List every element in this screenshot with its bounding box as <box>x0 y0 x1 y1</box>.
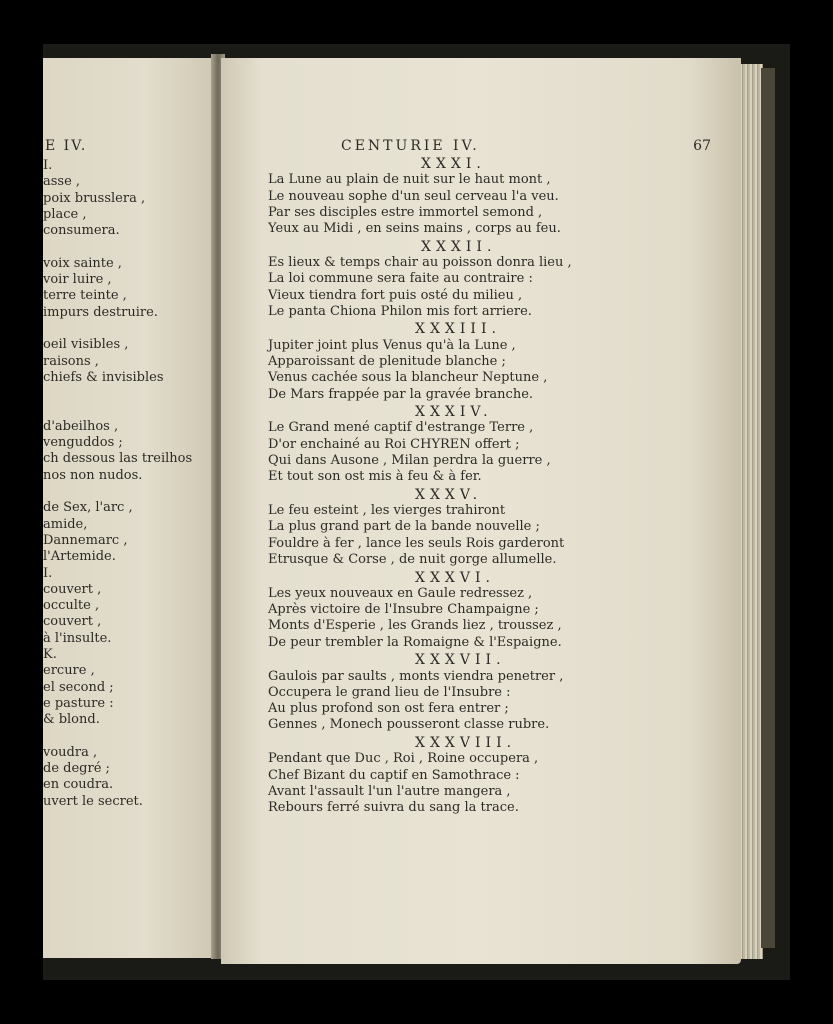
left-page-line: couvert , <box>43 581 102 597</box>
verse-line: Rebours ferré suivra du sang la trace. <box>268 800 519 816</box>
left-page-line: poix brusslera , <box>43 190 146 206</box>
left-page-line: I. <box>43 565 53 581</box>
verse-line: Pendant que Duc , Roi , Roine occupera , <box>268 751 539 767</box>
left-page-line: & blond. <box>43 712 100 728</box>
verse-line: Venus cachée sous la blancheur Neptune , <box>268 370 548 386</box>
verse-line: Au plus profond son ost fera entrer ; <box>268 701 509 717</box>
verse-line: Gennes , Monech pousseront classe rubre. <box>268 717 550 733</box>
verse-line: Vieux tiendra fort puis osté du milieu , <box>268 287 523 303</box>
verse-line: Les yeux nouveaux en Gaule redressez , <box>268 585 533 601</box>
verse-line: Et tout son ost mis à feu & à fer. <box>268 469 482 485</box>
verse-line: De Mars frappée par la gravée branche. <box>268 386 534 402</box>
left-page-line: impurs destruire. <box>43 304 158 320</box>
left-page-line: venguddos ; <box>43 435 123 451</box>
quatrain-numeral: XXXVII. <box>415 652 506 669</box>
verse-line: Après victoire de l'Insubre Champaigne ; <box>268 602 539 618</box>
left-page-line: terre teinte , <box>43 288 127 304</box>
verse-line: Par ses disciples estre immortel semond , <box>268 204 543 220</box>
left-page-line: oeil visibles , <box>43 337 129 353</box>
verse-line: La Lune au plain de nuit sur le haut mont , <box>268 172 551 188</box>
quatrain-numeral: XXXVIII. <box>415 734 517 751</box>
quatrain-numeral: XXXVI. <box>415 569 495 586</box>
verse-line: Es lieux & temps chair au poisson donra lieu , <box>268 255 572 270</box>
left-page-line: couvert , <box>43 614 102 630</box>
left-page-line: el second ; <box>43 679 114 695</box>
left-page-line: K. <box>43 647 57 662</box>
quatrain-numeral: XXXIII. <box>415 321 501 338</box>
verse-line: Monts d'Esperie , les Grands liez , troussez , <box>268 618 562 634</box>
verse-line: Le nouveau sophe d'un seul cerveau l'a veu. <box>268 188 559 204</box>
left-page-line: ercure , <box>43 663 95 679</box>
left-page-line: place , <box>43 206 87 222</box>
verse-line: La plus grand part de la bande nouvelle ; <box>268 519 540 535</box>
left-page-line: uvert le secret. <box>43 793 143 809</box>
verse-line: Le panta Chiona Philon mis fort arriere. <box>268 303 532 319</box>
verse-line: Le Grand mené captif d'estrange Terre , <box>268 420 534 436</box>
book-cover-edge <box>761 68 775 948</box>
verse-line: Apparoissant de plenitude blanche ; <box>268 354 506 369</box>
left-page-line: asse , <box>43 174 81 190</box>
left-page-line: voix sainte , <box>43 255 122 271</box>
quatrain-numeral: XXXV. <box>415 486 483 503</box>
left-page <box>43 58 215 958</box>
quatrain-numeral: XXXII. <box>421 238 497 255</box>
verse-line: Etrusque & Corse , de nuit gorge allumelle. <box>268 552 557 567</box>
left-page-line: chiefs & invisibles <box>43 369 164 385</box>
left-page-line: I. <box>43 158 53 173</box>
left-page-line: d'abeilhos , <box>43 418 119 434</box>
left-page-line: de degré ; <box>43 761 110 777</box>
left-page-line: Dannemarc , <box>43 532 128 548</box>
verse-line: D'or enchainé au Roi CHYREN offert ; <box>268 436 520 452</box>
verse-line: Gaulois par saults , monts viendra penetrer , <box>268 668 564 684</box>
verse-line: Chef Bizant du captif en Samothrace : <box>268 767 520 783</box>
left-page-line: en coudra. <box>43 777 114 793</box>
book-photo <box>43 44 790 980</box>
quatrain-numeral: XXXIV. <box>415 404 493 421</box>
verse-line: Jupiter joint plus Venus qu'à la Lune , <box>268 337 516 353</box>
verse-line: Occupera le grand lieu de l'Insubre : <box>268 684 511 700</box>
left-page-line: e pasture : <box>43 695 114 711</box>
left-page-line: de Sex, l'arc , <box>43 500 133 516</box>
left-page-line: consumera. <box>43 223 120 239</box>
left-page-line: voir luire , <box>43 272 112 288</box>
quatrain-numeral: XXXI. <box>421 156 486 172</box>
left-page-line: l'Artemide. <box>43 549 116 565</box>
verse-line: Avant l'assault l'un l'autre mangera , <box>268 783 511 799</box>
left-page-line: à l'insulte. <box>43 630 112 646</box>
left-page-line: amide, <box>43 516 88 532</box>
left-page-line: raisons , <box>43 353 99 369</box>
verse-line: Le feu esteint , les vierges trahiront <box>268 503 506 519</box>
verse-line: Yeux au Midi , en seins mains , corps au feu. <box>268 221 561 237</box>
verse-line: De peur trembler la Romaigne & l'Espaigne. <box>268 634 562 650</box>
left-page-line: occulte , <box>43 598 100 614</box>
verse-line: Qui dans Ausone , Milan perdra la guerre , <box>268 453 551 468</box>
left-page-line: ch dessous las treilhos <box>43 451 193 467</box>
page-number: 67 <box>693 138 711 154</box>
verse-line: La loi commune sera faite au contraire : <box>268 271 533 287</box>
left-page-line: nos non nudos. <box>43 467 143 483</box>
right-page <box>221 58 741 964</box>
left-page-header: E IV. <box>45 138 88 154</box>
left-page-line: voudra , <box>43 744 98 760</box>
running-title: CENTURIE IV. <box>341 138 480 154</box>
verse-line: Fouldre à fer , lance les seuls Rois garderont <box>268 535 565 551</box>
